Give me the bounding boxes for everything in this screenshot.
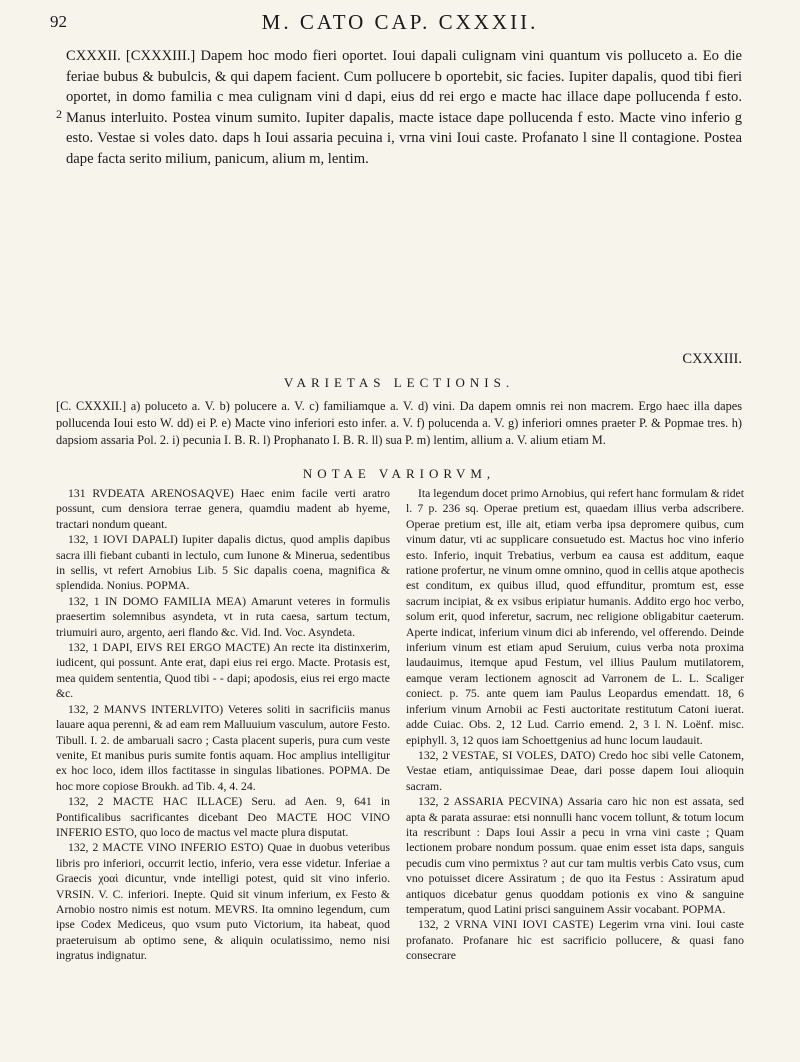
note: 132, 1 DAPI, EIVS REI ERGO MACTE) An recte ita distinxerim, iudicent, qui possunt. Ante erat, dapi eius rei ergo. Macte. Protasis est, mea quidem sententia, Quod tibi - - dapi; apodosis, eius rei ergo macte &c. xyxy=(56,641,390,701)
note: 132, 1 IN DOMO FAMILIA MEA) Amarunt veteres in formulis praesertim solemnibus asyndeta, vt in ruta caesa, sartum tectum, triumuiri auro, argento, aeri flando &c. Vid. Ind. Voc. Asyndeta. xyxy=(56,594,390,639)
note: 132, 2 MACTE VINO INFERIO ESTO) Quae in duobus veteribus libris pro inferiori, occurrit lectio, inferio, vera esse videtur. Inferiae a Graecis χοαὶ dicuntur, vnde intelligi potest, quid sit vino inferio. VRSIN. V. C. inferiori. Inepte. Quid sit vinum inferium, ex Festo & Arnobio nostro nimis est notum. MEVRS. Ita omnino legendum, cum ipse Codex Mediceus, quo vsum puto Victorium, ita habeat, quod praeteruisum ab optimo sene, & aliquin oculatissimo, nemo nisi ingratus indignatur. xyxy=(56,841,390,963)
notae-heading: NOTAE VARIORVM, xyxy=(302,466,496,481)
main-text xyxy=(66,46,742,170)
note: 132, 2 MACTE HAC ILLACE) Seru. ad Aen. 9, 641 in Pontificalibus sacrificantes dicebant Deo MACTE HOC VINO INFERIO ESTO, quo loco de mactus vel macte plura disputat. xyxy=(56,795,390,839)
margin-number: 2 xyxy=(56,107,62,121)
running-title: M. CATO CAP. CXXXII. xyxy=(261,10,539,34)
note: 132, 2 MANVS INTERLVITO) Veteres soliti in sacrificiis manus lauare aqua perenni, & ad eam rem Malluuium vasculum, autore Festo. Tibull. I. 2. de ambaruali sacro ; Casta placent superis, pura cum veste venite, Et manibus puris sumite fontis aquam. Hoc amplius intelligitur ex hoc loco, idem illos factitasse in singulas libationes. POPMA. De hoc more copiose Broukh. ad Tib. 4, 4. 24. xyxy=(56,702,390,793)
note: 132, 1 IOVI DAPALI) Iupiter dapalis dictus, quod amplis dapibus sacra illi fiebant cubanti in lectulo, cum Iunone & Minerua, sedentibus in sellis, vt refert Arnobius Lib. 5 Sic dapalis coena, magnifica & splendida. Nonius. POPMA. xyxy=(56,533,390,593)
note: Ita legendum docet primo Arnobius, qui refert hanc formulam & ridet l. 7 p. 236 sq. Operae pretium est, quaedam illius verba adscribere. Operae pretium est, ille ait, etiam verba ipsa depromere quibus, cum vinum datur, vti ac supplicare consuetudo est. Mactus hoc vino inferio esto. Inferio, inquit Trebatius, verbum ea causa est additum, eaque ratione profertur, ne vinum omne omnino, quod in cellis atque apothecis est conditum, ex quibus illud, quod effunditur, promtum est, esse sacrum incipiat, & ex vsibus eripiatur humanis. Addito ergo hoc verbo, solum erit, quod inferetur, sacrum, nec religione obligabitur caeterum. Aperte indicat, inferium vinum dici ab inferendo, vel offerendo. Deinde inferium vinum est etiam apud Seruium, cuius verba nota proxima laudauimus, itemque apud Festum, vel illius Paulum mutilatorem, eamque veram lectionem agnoscit ad Varronem de L. L. Scaliger coniect. p. 75. ante quem iam Paulus Leopardus emendatt. 18, 6 inferium vinum Arnobii ac Festi auctoritate restitutum Catoni iuerat. adde Cuiac. Obs. 2, 12 Lud. Carrio emend. 2, 3 l. N. Loënf. misc. epiphyll. 3, 12 quos iam Schoettgenius ad hunc locum laudauit. xyxy=(406,487,744,747)
note: 132, 2 VESTAE, SI VOLES, DATO) Credo hoc sibi velle Catonem, Vestae etiam, antiquissimae Deae, dari posse dapem Ioui alioquin sacram. xyxy=(406,748,744,793)
chapter-paragraph: CXXXII. [CXXXIII.] Dapem hoc modo fieri oportet. Ioui dapali culignam vini quantum vis polluceto a. Eo die feriae bubus & bubulcis, & qui dapem facient. Cum pollucere b oportebit, sic facies. Iupiter dapalis, quod tibi fieri oportet, in domo familia c mea culignam vini d dapi, eius dd rei ergo e macte hac illace dape pollucenda f esto. Manus interluito. Postea vinum sumito. Iupiter dapalis, macte istace dape pollucenda f esto. Macte vino inferio g esto. Vestae si voles dato. daps h Ioui assaria pecuina i, vrna vini Ioui caste. Profanato l sine ll contagione. Postea dape facta serito milium, panicum, alium m, lentim. xyxy=(66,48,742,167)
page-header xyxy=(50,10,750,38)
page-number: 92 xyxy=(50,12,67,31)
notes-left-column xyxy=(56,486,390,964)
varietas-heading: VARIETAS LECTIONIS. xyxy=(283,375,515,390)
note: 132, 2 ASSARIA PECVINA) Assaria caro hic non est assata, sed apta & parata assurae: etsi nonnulli hanc vocem tollunt, & totum locum ita rescribunt : Daps Ioui Assir a pecu in vrna vini caste ; Quam lectionem probare nondum possum. quae enim esset ista daps, sanguis pecudis cum vino permixtus ? aut cur tam multis verbis Cato vsus, cum vno potuisset dicere Assiratum ; de quo ita Festus : Assiratum apud antiquos dicebatur genus quoddam potionis ex vino & sanguine temperatum, quod Latini prisci sanguinem Assir vocabant. POPMA. xyxy=(406,795,744,916)
note: 132, 2 VRNA VINI IOVI CASTE) Legerim vrna vini. Ioui caste profanato. Profanare hic est sacrificio pollucere, & quasi fano consecrare xyxy=(406,918,744,963)
next-chapter-heading: CXXXIII. xyxy=(682,351,742,367)
notes-right-column xyxy=(406,486,744,964)
note: 131 RVDEATA ARENOSAQVE) Haec enim facile verti aratro possunt, cum densiora terrae genera, quamdiu madent ab hyeme, tractari nondum queant. xyxy=(56,487,390,531)
varietas-text: [C. CXXXII.] a) poluceto a. V. b) polucere a. V. c) familiamque a. V. d) vini. Da dapem omnis rei non macrem. Ergo haec illa dapes pollucenda Ioui esto W. dd) ei P. e) Macte vino inferiori esto infer. a. V. f) polucenda a. V. g) inferiori omnes praeter P. & Popmae tres. h) dapsiom assaria Pol. 2. i) pecunia I. B. R. l) Prophanato I. B. R. ll) sua P. m) lentim, allium a. V. alium etiam M. xyxy=(56,399,742,447)
